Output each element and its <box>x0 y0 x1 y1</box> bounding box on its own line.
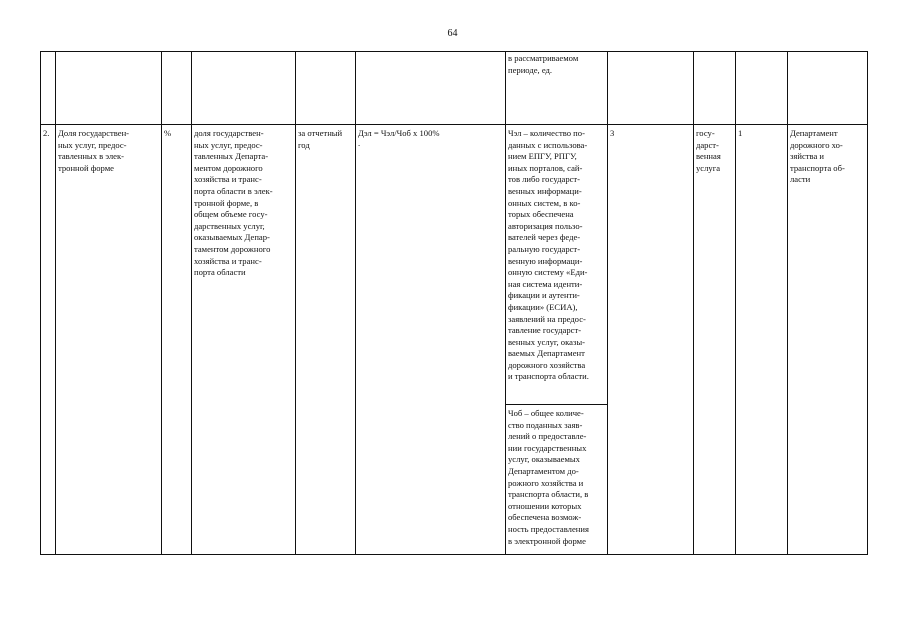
period: за отчетный год <box>298 128 343 150</box>
column-divider <box>355 52 356 554</box>
column-divider <box>295 52 296 554</box>
indicator-table <box>40 51 868 555</box>
indicator-description-2: Чоб – общее количе- ство поданных заяв- лений о предоставле- нии государственных услуг, оказываемых Департаментом до- рожного хозяйства и транспорта области, в отношении которых обеспечена возмож- ность предоставления в электронной форме <box>508 408 589 546</box>
column-divider <box>161 52 162 554</box>
page-number: 64 <box>447 28 458 39</box>
column-divider <box>55 52 56 554</box>
indicator-divider <box>505 404 607 405</box>
formula: Дэл = Чэл/Чоб x 100% <box>358 128 440 138</box>
column-divider <box>787 52 788 554</box>
indicator-name: Доля государствен- ных услуг, предос- тавленных в элек- тронной форме <box>58 128 130 173</box>
method: 3 <box>610 128 615 138</box>
column-divider <box>693 52 694 554</box>
column-divider <box>505 52 506 554</box>
column-divider <box>607 52 608 554</box>
row-divider <box>41 124 867 125</box>
data-source: госу- дарст- венная услуга <box>696 128 721 173</box>
description-tail: в рассматриваемом периоде, ед. <box>508 53 579 75</box>
formula-mark: . <box>358 138 361 148</box>
indicator-definition: доля государствен- ных услуг, предос- тавленных Департа- ментом дорожного хозяйства и транс- порта области в элек- тронной форме, в общем объеме госу- дарственных услуг, оказываемых Депар- таментом дорожного хозяйства и транс- порта области <box>194 128 273 278</box>
indicator-description-1: Чэл – количество по- данных с использова- нием ЕПГУ, РПГУ, иных порталов, сай- тов либо государст- венных информаци- онных систем, в ко- торых обеспечена авторизация пользо- вателей через феде- ральную государст- венную информаци- онную систему «Еди- ная система иденти- фикации и аутенти- фикации» (ЕСИА), заявлений на предос- тавление государст- венных услуг, оказы- ваемых Департамент дорожного хозяйства и транспорта области. <box>508 128 589 382</box>
unit: % <box>164 128 172 138</box>
responsible-body: Департамент дорожного хо- зяйства и транспорта об- ласти <box>790 128 845 185</box>
column-divider <box>735 52 736 554</box>
column-divider <box>191 52 192 554</box>
row-number: 2. <box>43 128 50 138</box>
frequency: 1 <box>738 128 743 138</box>
